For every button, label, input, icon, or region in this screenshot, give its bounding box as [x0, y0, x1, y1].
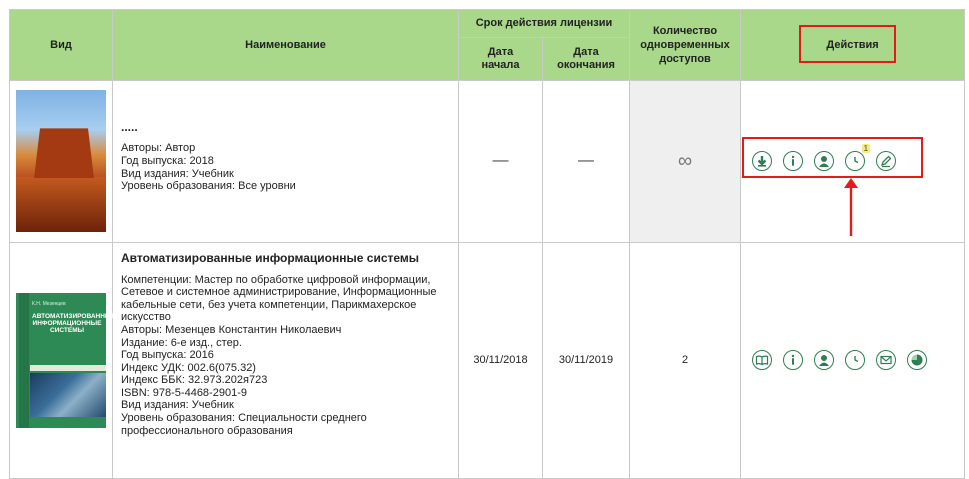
book-bbk: Индекс ББК: 32.973.202я723 — [121, 374, 268, 387]
end-date-value: — — [578, 152, 594, 170]
start-date-cell — [459, 242, 543, 478]
header-name: Наименование — [113, 10, 459, 81]
access-count-value: 2 — [681, 354, 689, 367]
header-access-count: Количество одновременных доступов — [630, 10, 741, 81]
book-isbn: ISBN: 978-5-4468-2901-9 — [121, 386, 247, 399]
book-udk: Индекс УДК: 002.6(075.32) — [121, 361, 256, 374]
book-cover-image[interactable] — [16, 293, 116, 428]
book-competencies: Компетенции: Мастер по обработке цифровой информации, — [121, 273, 431, 286]
name-cell — [113, 242, 459, 478]
arrow-annotation — [840, 176, 862, 238]
header-start-date: Дата начала — [459, 37, 543, 80]
cover-cell — [10, 242, 116, 478]
user-icon[interactable] — [814, 350, 834, 370]
start-date-cell — [459, 80, 543, 242]
actions-toolbar — [752, 350, 964, 370]
start-date-value: 30/11/2018 — [473, 354, 528, 367]
book-competencies: Сетевое и системное администрирование, Информационные — [121, 286, 437, 299]
book-year: Год выпуска: 2018 — [121, 154, 214, 167]
book-edition-type: Вид издания: Учебник — [121, 167, 234, 180]
book-authors: Авторы: Автор — [121, 142, 196, 155]
actions-header-highlight — [799, 25, 896, 63]
cover-author: К.Н. Мезенцев — [32, 300, 66, 307]
access-count-cell — [630, 242, 741, 478]
book-education-level: Уровень образования: Все уровни — [121, 180, 296, 193]
book-title[interactable]: Автоматизированные информационные системы — [121, 250, 420, 265]
table-row — [10, 242, 965, 478]
book-cover-image[interactable] — [16, 90, 106, 232]
book-edition-type: Вид издания: Учебник — [121, 399, 234, 412]
book-education-level: профессионального образования — [121, 424, 293, 437]
info-icon[interactable] — [783, 350, 803, 370]
pie-chart-icon[interactable] — [907, 350, 927, 370]
end-date-cell — [543, 80, 630, 242]
book-education-level: Уровень образования: Специальности среднего — [121, 412, 367, 425]
book-authors: Авторы: Мезенцев Константин Николаевич — [121, 323, 342, 336]
header-license: Срок действия лицензии — [459, 10, 630, 38]
end-date-cell — [543, 242, 630, 478]
book-competencies: кабельные сети, без учета компетенции, Парикмахерское — [121, 298, 417, 311]
cover-title: АВТОМАТИЗИРОВАННЫЕ ИНФОРМАЦИОННЫЕ СИСТЕМЫ — [32, 312, 116, 334]
clock-badge: 1 — [863, 144, 869, 154]
book-title[interactable]: ..... — [121, 119, 138, 134]
name-cell — [113, 80, 459, 242]
book-competencies: искусство — [121, 311, 171, 324]
access-count-cell — [630, 80, 741, 242]
mail-icon[interactable] — [876, 350, 896, 370]
access-count-value: ∞ — [677, 149, 693, 172]
header-end-date: Дата окончания — [543, 37, 630, 80]
cover-cell — [10, 80, 113, 242]
start-date-value: — — [492, 152, 509, 170]
book-icon[interactable] — [752, 350, 772, 370]
header-actions-label: Действия — [826, 38, 879, 51]
licenses-table — [9, 9, 965, 479]
book-edition: Издание: 6-е изд., стер. — [121, 336, 242, 349]
clock-icon[interactable] — [845, 350, 865, 370]
end-date-value: 30/11/2019 — [558, 354, 614, 367]
header-type: Вид — [10, 10, 113, 81]
action-icons-highlight — [742, 137, 923, 178]
book-year: Год выпуска: 2016 — [121, 349, 214, 362]
actions-cell — [741, 242, 965, 478]
